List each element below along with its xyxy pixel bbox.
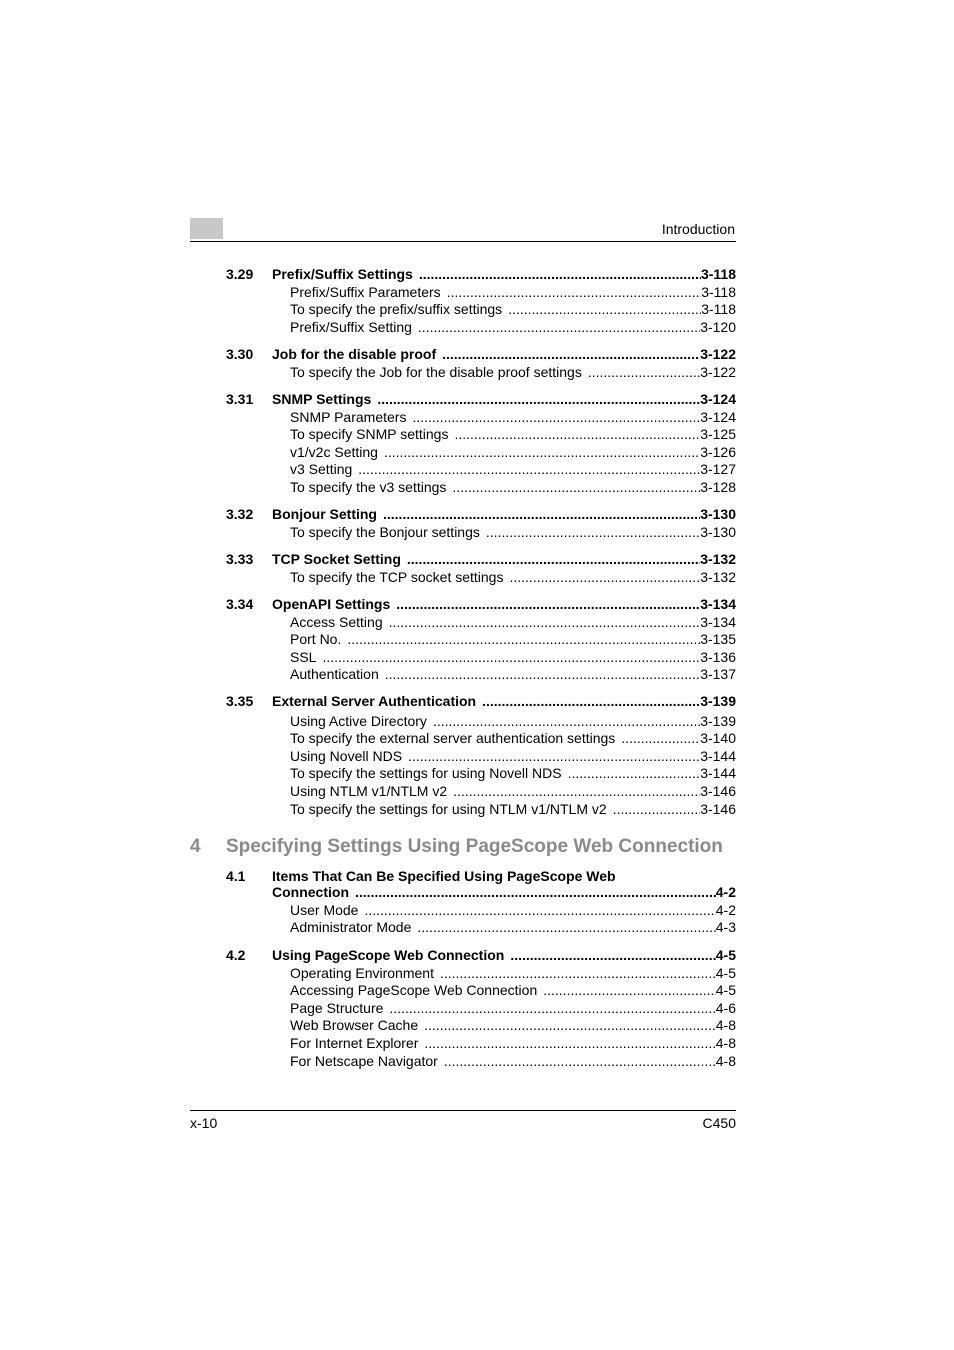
subentry-title: Prefix/Suffix Parameters	[290, 283, 441, 300]
toc-subentry[interactable]	[290, 801, 736, 819]
page-ref: 3-130	[700, 523, 736, 540]
toc-subentry[interactable]	[290, 1017, 736, 1035]
toc-subentry[interactable]	[290, 783, 736, 801]
toc-subentry[interactable]	[290, 426, 736, 444]
header-rule	[190, 241, 736, 242]
toc-subentry[interactable]	[290, 713, 736, 731]
subentry-title: Prefix/Suffix Setting	[290, 318, 412, 335]
toc-subentry[interactable]	[290, 748, 736, 766]
section-title: SNMP Settings	[272, 391, 372, 407]
section-number: 3.29	[226, 266, 254, 282]
toc-subentry[interactable]	[290, 1053, 736, 1071]
chapter-number: 4	[190, 836, 201, 857]
chapter-title: Specifying Settings Using PageScope Web Connection	[226, 836, 723, 857]
toc-entry[interactable]	[272, 693, 736, 711]
section-number: 3.32	[226, 506, 254, 522]
page-ref: 3-134	[700, 613, 736, 630]
toc-subentry[interactable]	[290, 319, 736, 337]
footer-page-number: x-10	[190, 1115, 218, 1131]
section-number: 4.1	[226, 868, 246, 884]
page-ref: 4-6	[715, 999, 736, 1016]
page-ref: 3-146	[700, 800, 736, 817]
subentry-title: Access Setting	[290, 613, 383, 630]
subentry-title: To specify the v3 settings	[290, 478, 447, 495]
subentry-title: SSL	[290, 648, 317, 665]
toc-subentry[interactable]	[290, 631, 736, 649]
page-ref: 3-125	[700, 426, 736, 443]
page-ref: 4-8	[715, 1017, 736, 1034]
page-ref: 3-139	[700, 712, 736, 729]
subentry-title: For Internet Explorer	[290, 1034, 419, 1051]
section-title: External Server Authentication	[272, 693, 477, 709]
subentry-title: Using NTLM v1/NTLM v2	[290, 782, 448, 799]
page-ref: 3-128	[700, 478, 736, 495]
subentry-title: To specify the external server authentication settings	[290, 730, 616, 747]
subentry-title: Port No.	[290, 631, 342, 648]
toc-section-3-34	[226, 596, 736, 684]
toc-subentry[interactable]	[290, 1000, 736, 1018]
running-header-title: Introduction	[661, 221, 735, 237]
section-title: Prefix/Suffix Settings	[272, 266, 413, 282]
toc-subentry[interactable]	[290, 919, 736, 937]
page-ref: 3-134	[700, 596, 736, 612]
section-number: 3.34	[226, 596, 254, 612]
toc-subentry[interactable]	[290, 765, 736, 783]
page-ref: 3-136	[700, 648, 736, 665]
toc-entry[interactable]	[272, 391, 736, 409]
section-number: 3.30	[226, 346, 254, 362]
section-title: Job for the disable proof	[272, 346, 437, 362]
toc-subentry[interactable]	[290, 1035, 736, 1053]
page-ref: 3-140	[700, 730, 736, 747]
subentry-title: v1/v2c Setting	[290, 443, 378, 460]
section-title: OpenAPI Settings	[272, 596, 391, 612]
toc-entry[interactable]	[272, 506, 736, 524]
page-ref: 3-139	[700, 693, 736, 709]
page-ref: 3-124	[700, 408, 736, 425]
page-ref: 3-146	[700, 782, 736, 799]
page-ref: 4-5	[715, 947, 736, 963]
toc-entry[interactable]	[272, 596, 736, 614]
toc-subentry[interactable]	[290, 444, 736, 462]
page-ref: 4-3	[715, 919, 736, 936]
toc-section-3-33	[226, 551, 736, 586]
chapter-heading[interactable]	[190, 836, 723, 858]
toc-subentry[interactable]	[290, 479, 736, 497]
subentry-title: To specify SNMP settings	[290, 426, 449, 443]
page-ref: 4-8	[715, 1034, 736, 1051]
toc-entry[interactable]	[272, 947, 736, 965]
page-ref: 3-127	[700, 461, 736, 478]
section-title: Items That Can Be Specified Using PageScope Web	[272, 868, 616, 884]
footer-model-name: C450	[702, 1115, 736, 1131]
toc-entry[interactable]	[272, 346, 736, 364]
subentry-title: Accessing PageScope Web Connection	[290, 982, 538, 999]
subentry-title: Authentication	[290, 666, 379, 683]
section-number: 3.33	[226, 551, 254, 567]
header-tab-box	[190, 218, 223, 239]
subentry-title: Page Structure	[290, 999, 384, 1016]
page-ref: 3-137	[700, 666, 736, 683]
toc-subentry[interactable]	[290, 524, 736, 542]
page-ref: 4-5	[715, 964, 736, 981]
toc-subentry[interactable]	[290, 409, 736, 427]
page-ref: 3-126	[700, 443, 736, 460]
section-number: 3.35	[226, 693, 254, 709]
toc-subentry[interactable]	[290, 614, 736, 632]
section-number: 3.31	[226, 391, 254, 407]
section-title: Connection	[272, 884, 349, 900]
page-ref: 3-120	[700, 318, 736, 335]
page-ref: 3-144	[700, 747, 736, 764]
section-title: TCP Socket Setting	[272, 551, 401, 567]
toc-subentry[interactable]	[290, 569, 736, 587]
toc-subentry[interactable]	[290, 982, 736, 1000]
page-ref: 4-2	[715, 901, 736, 918]
toc-subentry[interactable]	[290, 965, 736, 983]
subentry-title: SNMP Parameters	[290, 408, 407, 425]
subentry-title: To specify the Job for the disable proof settings	[290, 363, 582, 380]
subentry-title: Using Active Directory	[290, 712, 427, 729]
subentry-title: To specify the prefix/suffix settings	[290, 301, 503, 318]
toc-entry[interactable]	[272, 266, 736, 284]
toc-section-4-2	[226, 947, 736, 1070]
toc-subentry[interactable]	[290, 730, 736, 748]
subentry-title: For Netscape Navigator	[290, 1052, 438, 1069]
toc-subentry[interactable]	[290, 461, 736, 479]
subentry-title: Web Browser Cache	[290, 1017, 419, 1034]
subentry-title: Operating Environment	[290, 964, 434, 981]
page-ref: 3-132	[700, 568, 736, 585]
toc-entry[interactable]	[272, 551, 736, 569]
subentry-title: To specify the TCP socket settings	[290, 568, 504, 585]
section-title: Using PageScope Web Connection	[272, 947, 505, 963]
page-ref: 4-8	[715, 1052, 736, 1069]
page-ref: 3-118	[701, 301, 736, 318]
page-ref: 3-130	[700, 506, 736, 522]
page-ref: 3-135	[700, 631, 736, 648]
toc-section-3-32	[226, 506, 736, 541]
toc-section-3-35	[226, 693, 736, 818]
subentry-title: To specify the Bonjour settings	[290, 523, 480, 540]
page-ref: 4-2	[715, 884, 736, 900]
toc-subentry[interactable]	[290, 666, 736, 684]
subentry-title: To specify the settings for using NTLM v1/NTLM v2	[290, 800, 607, 817]
section-title: Bonjour Setting	[272, 506, 377, 522]
toc-section-3-31	[226, 391, 736, 497]
page-ref: 4-5	[715, 982, 736, 999]
page-ref: 3-124	[700, 391, 736, 407]
page-ref: 3-118	[701, 283, 736, 300]
toc-subentry[interactable]	[290, 364, 736, 382]
toc-section-4-1	[226, 868, 736, 937]
toc-entry[interactable]	[272, 884, 736, 902]
toc-subentry[interactable]	[290, 649, 736, 667]
page-ref: 3-144	[700, 765, 736, 782]
page-ref: 3-118	[700, 266, 736, 282]
section-title-line1[interactable]	[272, 868, 736, 884]
toc-section-3-29	[226, 266, 736, 336]
page-ref: 3-122	[700, 346, 736, 362]
toc-subentry[interactable]	[290, 301, 736, 319]
footer-rule	[190, 1110, 736, 1111]
page-ref: 3-122	[700, 363, 736, 380]
subentry-title: User Mode	[290, 901, 359, 918]
subentry-title: v3 Setting	[290, 461, 353, 478]
page-ref: 3-132	[700, 551, 736, 567]
subentry-title: Administrator Mode	[290, 919, 412, 936]
section-number: 4.2	[226, 947, 246, 963]
subentry-title: Using Novell NDS	[290, 747, 403, 764]
toc-subentry[interactable]	[290, 902, 736, 920]
subentry-title: To specify the settings for using Novell NDS	[290, 765, 562, 782]
toc-section-3-30	[226, 346, 736, 381]
toc-subentry[interactable]	[290, 284, 736, 302]
